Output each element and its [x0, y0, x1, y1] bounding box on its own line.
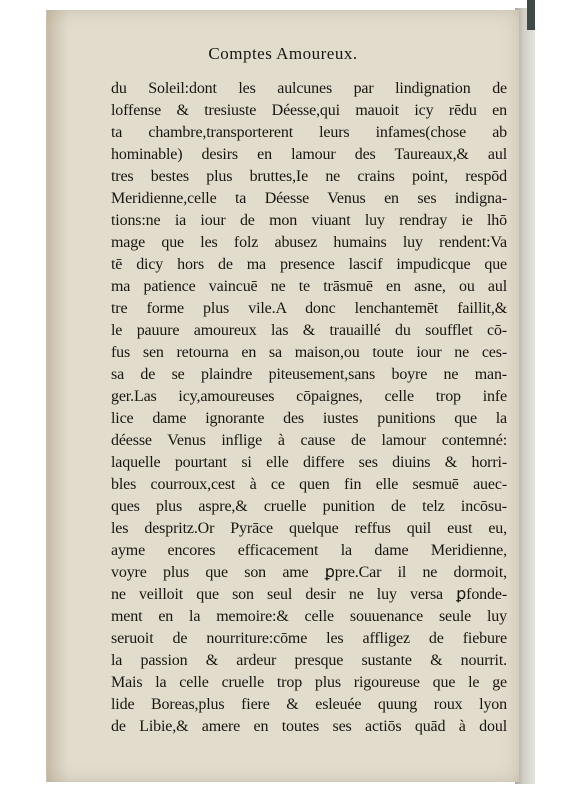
- text-line: Meridienne,celle ta Déesse Venus en ses indigna-: [111, 190, 507, 207]
- text-line: le pauure amoureux las & trauaillé du soufflet cō-: [111, 322, 507, 339]
- text-line: laquelle pourtant si elle differe ses diuins & horri-: [111, 454, 507, 471]
- text-line: mage que les folz abusez humains luy rendent:Va: [111, 234, 507, 251]
- binding-edge: [527, 0, 535, 30]
- text-line: tre forme plus vile.A donc lenchantemēt faillit,&: [111, 300, 507, 317]
- text-line: ger.Las icy,amoureuses cōpaignes, celle trop infe: [111, 388, 507, 405]
- text-line: tions:ne ia iour de mon viuant luy rendray ie lhō: [111, 212, 507, 229]
- text-line: Mais la celle cruelle trop plus rigoureuse que le ge: [111, 674, 507, 691]
- text-line: seruoit de nourriture:cōme les affligez de fiebure: [111, 630, 507, 647]
- text-line: hominable) desirs en lamour des Taureaux,& aul: [111, 146, 507, 163]
- text-line: ques plus aspre,& cruelle punition de telz incōsu-: [111, 498, 507, 515]
- text-line: du Soleil:dont les aulcunes par lindignation de: [111, 80, 507, 97]
- text-line: la passion & ardeur presque sustante & nourrit.: [111, 652, 507, 669]
- text-line: ma patience vaincuē ne te trāsmuē en asne, ou aul: [111, 278, 507, 295]
- text-line: bles courroux,cest à ce quen fin elle sesmuē auec-: [111, 476, 507, 493]
- running-head: Comptes Amoureux.: [208, 44, 358, 63]
- text-line: sa de se plaindre piteusement,sans boyre ne man-: [111, 366, 507, 383]
- body-text: [111, 78, 507, 738]
- text-line: de Libie,& amere en toutes ses actiōs quād à doul: [111, 718, 507, 735]
- text-line: fus sen retourna en sa maison,ou toute iour ne ces-: [111, 344, 507, 361]
- text-line: ment en la memoire:& celle souuenance seule luy: [111, 608, 507, 625]
- book-page: [46, 10, 519, 782]
- text-line: déesse Venus inflige à cause de lamour contemné:: [111, 432, 507, 449]
- text-line: les despritz.Or Pyrāce quelque reffus quil eust eu,: [111, 520, 507, 537]
- text-line: ne veilloit que son seul desir ne luy versa ꝑfonde-: [111, 586, 507, 603]
- text-line: voyre plus que son ame ꝑpre.Car il ne dormoit,: [111, 564, 507, 581]
- text-line: loffense & tresiuste Déesse,qui mauoit icy rēdu en: [111, 102, 507, 119]
- text-line: ta chambre,transporterent leurs infames(chose ab: [111, 124, 507, 141]
- text-line: lide Boreas,plus fiere & esleuée quung roux lyon: [111, 696, 507, 713]
- text-line: tres bestes plus bruttes,Ie ne crains point, respōd: [111, 168, 507, 185]
- text-line: ayme encores efficacement la dame Meridienne,: [111, 542, 507, 559]
- text-line: lice dame ignorante des iustes punitions que la: [111, 410, 507, 427]
- text-line: tē dicy hors de ma presence lascif impudicque que: [111, 256, 507, 273]
